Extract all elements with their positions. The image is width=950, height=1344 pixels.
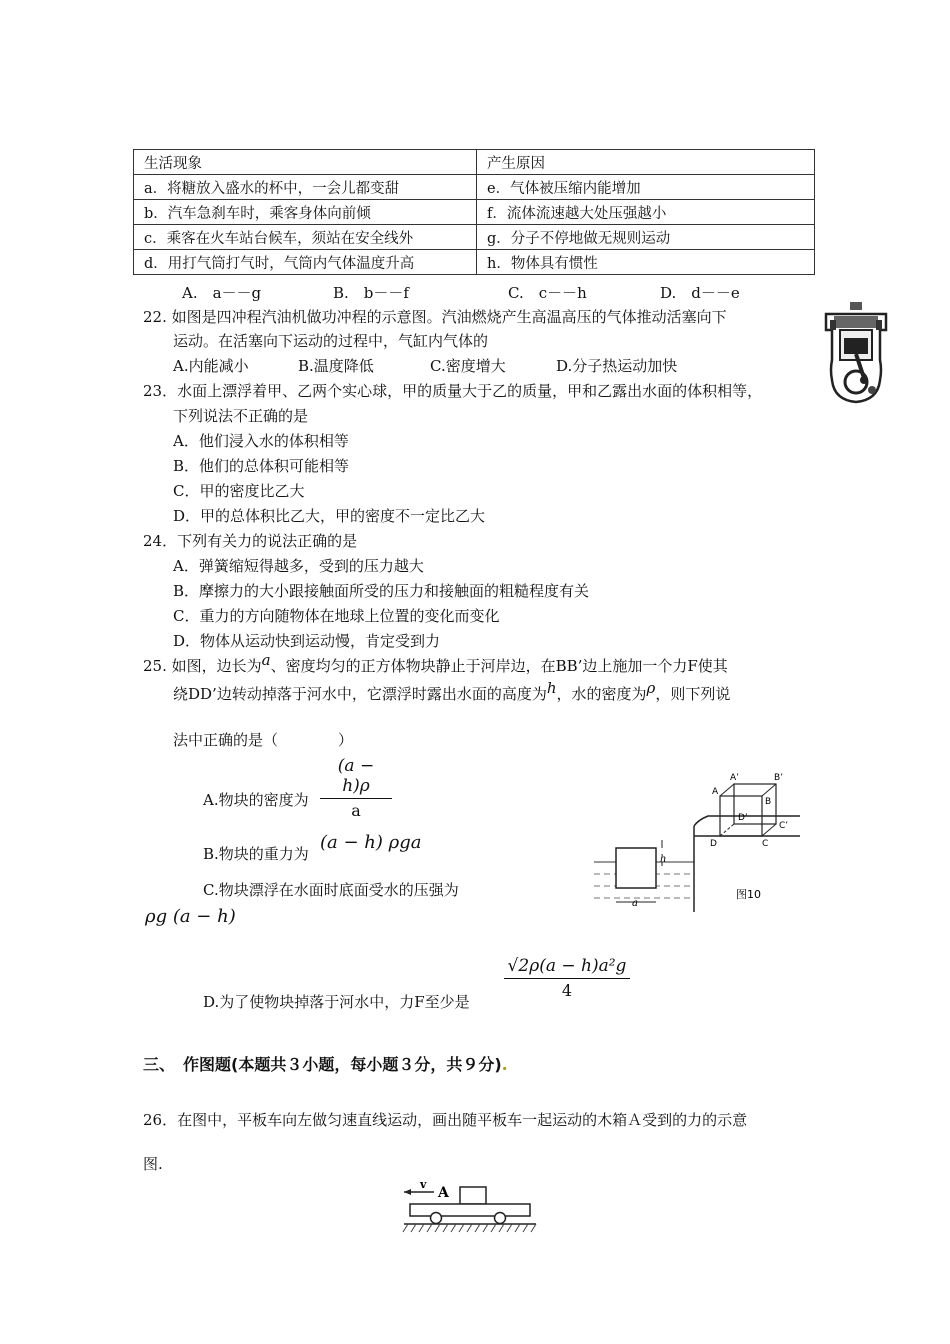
q25-stem-e: ，则下列说 <box>655 685 731 703</box>
q22-stem-1: 22. 如图是四冲程汽油机做功冲程的示意图。汽油燃烧产生高温高压的气体推动活塞向下 <box>143 308 727 326</box>
fig-label-a-box: A <box>438 1185 449 1201</box>
q21-option-b: B. b－－f <box>333 284 409 302</box>
table-cell: d．用打气筒打气时，气筒内气体温度升高 <box>134 250 477 275</box>
q25-stem-line1 <box>143 651 728 676</box>
table-cell: b．汽车急刹车时，乘客身体向前倾 <box>134 200 477 225</box>
q23-stem-2: 下列说法不正确的是 <box>173 407 309 425</box>
fig-label-d-vertex: D <box>710 839 717 849</box>
table-row <box>134 175 815 200</box>
q22-option-a: A.内能减小 <box>173 357 249 375</box>
phenomena-table <box>133 149 815 275</box>
table-header: 生活现象 <box>134 150 477 175</box>
fig-label-a-vertex: A <box>712 787 719 797</box>
fig-label-h: h <box>660 854 667 865</box>
table-cell: c．乘客在火车站台候车，须站在安全线外 <box>134 225 477 250</box>
q23-option-d: D．甲的总体积比乙大，甲的密度不一定比乙大 <box>173 507 486 525</box>
q21-option-a: A. a－－g <box>182 284 262 302</box>
q21-option-d: D. d－－e <box>660 284 740 302</box>
q25-option-a: A.物块的密度为 <box>203 791 309 809</box>
section-3-dot: . <box>501 1055 508 1074</box>
q25-option-b: B.物块的重力为 <box>203 845 309 863</box>
section-3-heading <box>143 1052 508 1075</box>
q25-stem-d: ，水的密度为 <box>556 685 647 703</box>
q25-option-a-fraction <box>320 756 392 820</box>
table-cell: f．流体流速越大处压强越小 <box>477 200 815 225</box>
table-row <box>134 200 815 225</box>
q26-line-2: 图. <box>143 1155 163 1173</box>
q22-option-c: C.密度增大 <box>430 357 506 375</box>
table-cell: h．物体具有惯性 <box>477 250 815 275</box>
table-header: 产生原因 <box>477 150 815 175</box>
table-cell: e．气体被压缩内能增加 <box>477 175 815 200</box>
q22-option-b: B.温度降低 <box>298 357 374 375</box>
q25-stem-b: 、密度均匀的正方体物块静止于河岸边，在BB’边上施加一个力F使其 <box>270 657 728 675</box>
q25-stem-line3: 法中正确的是（ ） <box>173 731 354 749</box>
table-cell: g．分子不停地做无规则运动 <box>477 225 815 250</box>
symbol-rho: ρ <box>646 679 656 697</box>
fig-label-c-prime: C’ <box>779 821 789 831</box>
cube-riverbank-figure <box>590 770 812 912</box>
q22-stem-2: 运动。在活塞向下运动的过程中，气缸内气体的 <box>173 332 489 350</box>
q23-option-a: A．他们浸入水的体积相等 <box>173 432 349 450</box>
symbol-a: a <box>261 651 271 669</box>
fig-label-a-prime: A’ <box>730 773 740 783</box>
fig-label-b-prime: B’ <box>774 773 784 783</box>
q23-stem-1: 23．水面上漂浮着甲、乙两个实心球，甲的质量大于乙的质量，甲和乙露出水面的体积相等， <box>143 382 763 400</box>
q26-line-1: 26．在图中，平板车向左做匀速直线运动，画出随平板车一起运动的木箱Ａ受到的力的示意 <box>143 1111 748 1129</box>
fig-label-b-vertex: B <box>765 797 772 807</box>
q25-stem-a: 25. 如图，边长为 <box>143 657 262 675</box>
fig-label-v: v <box>420 1178 427 1191</box>
q25-stem-c: 绕DD’边转动掉落于河水中，它漂浮时露出水面的高度为 <box>173 685 547 703</box>
q25-option-d: D.为了使物块掉落于河水中，力F至少是 <box>203 993 470 1011</box>
fraction-denominator: 4 <box>561 981 573 1000</box>
q25-stem-line2 <box>173 679 731 704</box>
fraction-numerator: (a − h)ρ <box>337 756 375 796</box>
figure-caption: 图10 <box>736 888 761 901</box>
q23-option-b: B．他们的总体积可能相等 <box>173 457 350 475</box>
fig-label-c-vertex: C <box>762 839 769 849</box>
q23-option-c: C．甲的密度比乙大 <box>173 482 305 500</box>
table-row <box>134 225 815 250</box>
fig-label-d-prime: D’ <box>738 813 748 823</box>
section-3-title: 三、 作图题(本题共３小题，每小题３分，共９分) <box>143 1055 502 1074</box>
fig-label-a: a <box>632 898 638 909</box>
q25-option-c-expr: ρg (a − h) <box>145 906 236 927</box>
q22-option-d: D.分子热运动加快 <box>556 357 678 375</box>
flatbed-cart-figure <box>402 1178 538 1238</box>
q25-option-c: C.物块漂浮在水面时底面受水的压强为 <box>203 881 459 899</box>
symbol-h: h <box>546 679 557 697</box>
q21-option-c: C. c－－h <box>508 284 587 302</box>
q24-option-d: D．物体从运动快到运动慢，肯定受到力 <box>173 632 441 650</box>
table-row <box>134 250 815 275</box>
q25-option-b-expr: (a − h) ρga <box>320 832 422 853</box>
q24-option-b: B．摩擦力的大小跟接触面所受的压力和接触面的粗糙程度有关 <box>173 582 590 600</box>
q24-option-c: C．重力的方向随物体在地球上位置的变化而变化 <box>173 607 500 625</box>
table-cell: a．将糖放入盛水的杯中，一会儿都变甜 <box>134 175 477 200</box>
fraction-denominator: a <box>351 801 361 820</box>
fraction-numerator: √2ρ(a − h)a²g <box>507 956 627 976</box>
q25-option-d-fraction <box>504 956 630 1000</box>
q24-stem: 24．下列有关力的说法正确的是 <box>143 532 358 550</box>
engine-diagram <box>820 300 892 406</box>
q24-option-a: A．弹簧缩短得越多，受到的压力越大 <box>173 557 424 575</box>
table-header-row <box>134 150 815 175</box>
